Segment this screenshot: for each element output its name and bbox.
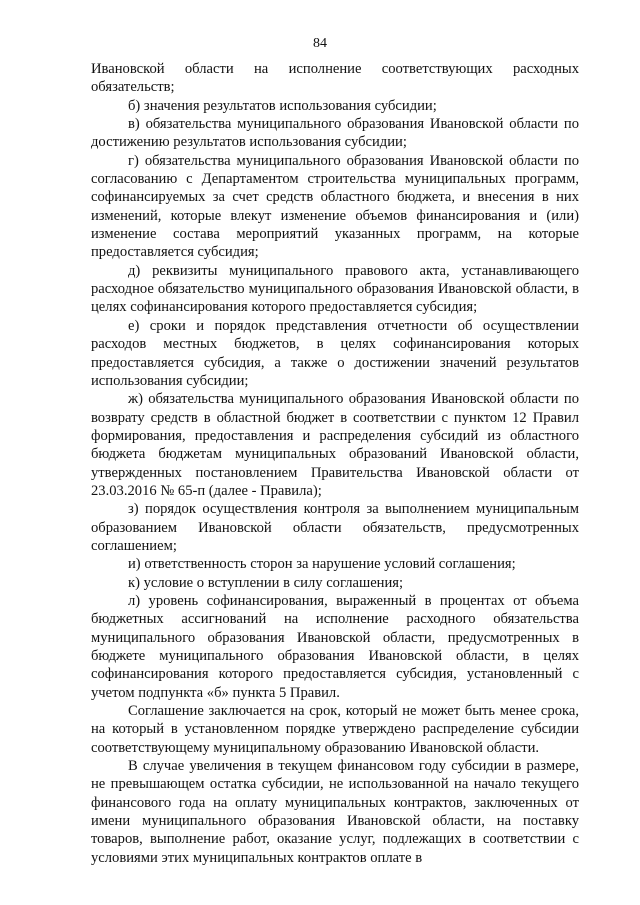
body-text — [91, 60, 579, 867]
page-number: 84 — [313, 36, 327, 51]
paragraph-item-v: в) обязательства муниципального образования Ивановской области по достижению результатов использования субсидии; — [91, 116, 579, 151]
paragraph-item-zh: ж) обязательства муниципального образования Ивановской области по возврату средств в областной бюджет в соответствии с пунктом 12 Правил формирования, предоставления и распределения субсидий из областного бюджета бюджетам муниципальных образований Ивановской области, утвержденных постановлением Правительства Ивановской области от 23.03.2016 № 65-п (далее - Правила); — [91, 391, 579, 499]
paragraph-item-d: д) реквизиты муниципального правового акта, устанавливающего расходное обязательство муниципального образования Ивановской области, в целях софинансирования которого предоставляется субсидия; — [91, 262, 579, 316]
paragraph-item-e: е) сроки и порядок представления отчетности об осуществлении расходов местных бюджетов, в целях софинансирования которых предоставляется субсидия, а также о достижении значений результатов использования субсидии; — [91, 317, 579, 389]
paragraph-continuation: Ивановской области на исполнение соответствующих расходных обязательств; — [91, 61, 579, 96]
paragraph-subsidy-increase: В случае увеличения в текущем финансовом году субсидии в размере, не превышающем остатка субсидии, не использованной на начало текущего финансового года на оплату муниципальных контрактов, заключенных от имени муниципального образования Ивановской области, на поставку товаров, выполнение работ, оказание услуг, подлежащих в соответствии с условиями этих муниципальных контрактов оплате в — [91, 758, 579, 866]
paragraph-item-l: л) уровень софинансирования, выраженный в процентах от объема бюджетных ассигнований на исполнение расходного обязательства муниципального образования Ивановской области, предусмотренных в бюджете муниципального образования Ивановской области, в целях софинансирования которого предоставляется субсидия, установленный с учетом подпункта «б» пункта 5 Правил. — [91, 592, 579, 701]
paragraph-item-k: к) условие о вступлении в силу соглашения; — [128, 574, 404, 591]
paragraph-item-g: г) обязательства муниципального образования Ивановской области по согласованию с Департаментом строительства муниципальных программ, софинансируемых за счет средств областного бюджета, и внесения в них изменений, которые влекут изменение объемов финансирования и (или) изменение состава мероприятий указанных программ, на которые предоставляется субсидия; — [91, 152, 579, 261]
paragraph-item-i: и) ответственность сторон за нарушение условий соглашения; — [128, 556, 516, 573]
paragraph-item-b: б) значения результатов использования субсидии; — [128, 97, 437, 114]
paragraph-agreement-term: Соглашение заключается на срок, который не может быть менее срока, на который в установленном порядке утверждено распределение субсидии соответствующему муниципальному образованию Ивановской области. — [91, 703, 579, 756]
paragraph-item-z: з) порядок осуществления контроля за выполнением муниципальным образованием Ивановской области обязательств, предусмотренных соглашением; — [91, 501, 579, 554]
